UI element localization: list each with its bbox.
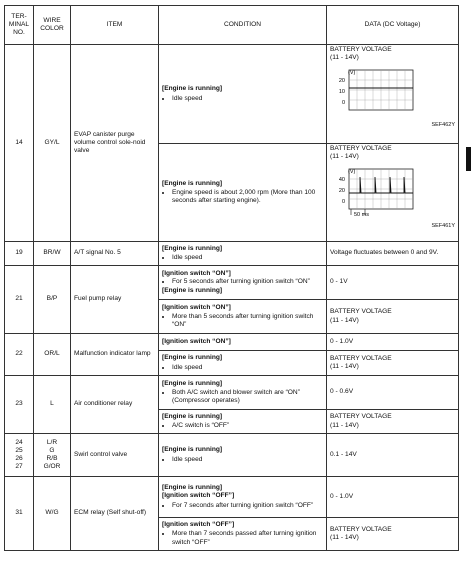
section-tab-marker: [466, 147, 471, 171]
header-terminal: TER- MINAL NO.: [5, 6, 34, 45]
data-cell: 0 - 1V: [327, 266, 459, 300]
table-header-row: [5, 6, 459, 45]
data-cell: 0 - 0.6V: [327, 376, 459, 410]
scope-y-tick: 10: [338, 89, 345, 96]
condition-heading: [Ignition switch “ON”]: [162, 337, 231, 345]
table-row: [5, 434, 459, 477]
condition-heading: [Engine is running]: [162, 85, 223, 93]
scope-y-tick: 0: [341, 199, 345, 206]
condition-cell: [159, 376, 327, 410]
condition-cell: [159, 351, 327, 376]
data-cell: 0 - 1.0V: [327, 477, 459, 518]
condition-heading: [Ignition switch “OFF”]: [162, 521, 235, 529]
condition-bullet: • Both A/C switch and blower switch are “ON” (Compressor operates): [172, 389, 323, 405]
terminal-no: 31: [5, 477, 34, 551]
condition-cell: [159, 144, 327, 242]
condition-heading: [Engine is running]: [162, 446, 223, 454]
terminal-no: 22: [5, 334, 34, 376]
condition-heading: [Engine is running]: [162, 244, 223, 252]
condition-bullet: • More than 5 seconds after turning ignition switch “ON”: [172, 313, 323, 329]
condition-bullet: • Idle speed: [172, 254, 323, 262]
data-cell: [327, 45, 459, 144]
condition-heading: [Engine is running]: [162, 179, 223, 187]
table-row: [5, 376, 459, 410]
condition-heading: [Ignition switch “OFF”]: [162, 492, 235, 500]
data-value: BATTERY VOLTAGE (11 - 14V): [330, 46, 392, 62]
table-row: [5, 266, 459, 300]
rpm-waveform-scope: [330, 165, 450, 219]
wire-color: L/R G R/B G/OR: [34, 434, 71, 477]
condition-bullet: • More than 7 seconds passed after turning ignition switch “OFF”: [172, 530, 323, 546]
item-name: Air conditioner relay: [71, 376, 159, 434]
terminal-no: 14: [5, 45, 34, 242]
terminal-no: 19: [5, 242, 34, 266]
scope-y-tick: 20: [338, 188, 345, 195]
data-cell: BATTERY VOLTAGE (11 - 14V): [327, 410, 459, 434]
condition-bullet: • Engine speed is about 2,000 rpm (More than 100 seconds after starting engine).: [172, 189, 323, 205]
table-row: [5, 242, 459, 266]
header-wire-color: WIRE COLOR: [34, 6, 71, 45]
condition-heading: [Engine is running]: [162, 286, 223, 294]
data-cell: BATTERY VOLTAGE (11 - 14V): [327, 300, 459, 334]
terminal-data-table: [4, 5, 459, 551]
item-name: A/T signal No. 5: [71, 242, 159, 266]
condition-heading: [Engine is running]: [162, 354, 223, 362]
condition-bullet: • Idle speed: [172, 364, 323, 372]
data-cell: Voltage fluctuates between 0 and 9V.: [327, 242, 459, 266]
condition-heading: [Engine is running]: [162, 379, 223, 387]
scope-y-tick: 0: [341, 100, 345, 107]
wire-color: L: [34, 376, 71, 434]
data-cell: 0 - 1.0V: [327, 334, 459, 351]
figure-id: SEF462Y: [431, 122, 455, 129]
condition-cell: [159, 334, 327, 351]
scope-y-tick: 20: [338, 78, 345, 85]
wire-color: OR/L: [34, 334, 71, 376]
condition-heading: [Ignition switch “ON”]: [162, 303, 231, 311]
data-cell: 0.1 - 14V: [327, 434, 459, 477]
table-row: [5, 334, 459, 351]
condition-heading: [Engine is running]: [162, 412, 223, 420]
condition-cell: [159, 518, 327, 551]
wire-color: GY/L: [34, 45, 71, 242]
terminal-no: 24 25 26 27: [5, 434, 34, 477]
data-value: BATTERY VOLTAGE (11 - 14V): [330, 145, 392, 161]
condition-cell: [159, 477, 327, 518]
data-cell: BATTERY VOLTAGE (11 - 14V): [327, 518, 459, 551]
header-data: DATA (DC Voltage): [327, 6, 459, 45]
wire-color: B/P: [34, 266, 71, 334]
table-row: [5, 45, 459, 144]
idle-waveform-scope: [330, 66, 450, 118]
item-name: ECM relay (Self shut-off): [71, 477, 159, 551]
scope-y-unit: (V): [348, 70, 356, 77]
item-name: Fuel pump relay: [71, 266, 159, 334]
condition-cell: [159, 242, 327, 266]
wire-color: W/G: [34, 477, 71, 551]
wire-color: BR/W: [34, 242, 71, 266]
figure-id: SEF461Y: [431, 223, 455, 230]
item-name: Swirl control valve: [71, 434, 159, 477]
condition-cell: [159, 410, 327, 434]
condition-bullet: • For 5 seconds after turning ignition switch “ON”: [172, 278, 323, 286]
condition-cell: [159, 266, 327, 300]
condition-bullet: • For 7 seconds after turning ignition switch “OFF”: [172, 502, 323, 510]
data-cell: BATTERY VOLTAGE (11 - 14V): [327, 351, 459, 376]
condition-bullet: • Idle speed: [172, 456, 323, 464]
scope-y-unit: (V): [348, 169, 356, 176]
condition-bullet: • Idle speed: [172, 95, 323, 103]
terminal-no: 21: [5, 266, 34, 334]
scope-grid: [349, 169, 413, 209]
scope-time-scale: 50 ms: [354, 212, 369, 219]
table-row: [5, 477, 459, 518]
condition-bullet: • A/C switch is “OFF”: [172, 422, 323, 430]
scope-y-tick: 40: [338, 177, 345, 184]
header-condition: CONDITION: [159, 6, 327, 45]
item-name: EVAP canister purge volume control sole-noid valve: [71, 45, 159, 242]
header-item: ITEM: [71, 6, 159, 45]
condition-cell: [159, 300, 327, 334]
data-cell: [327, 144, 459, 242]
condition-cell: [159, 434, 327, 477]
item-name: Malfunction indicator lamp: [71, 334, 159, 376]
scope-grid: [349, 70, 413, 110]
condition-cell: [159, 45, 327, 144]
terminal-no: 23: [5, 376, 34, 434]
condition-heading: [Ignition switch “ON”]: [162, 270, 231, 278]
condition-heading: [Engine is running]: [162, 484, 223, 492]
